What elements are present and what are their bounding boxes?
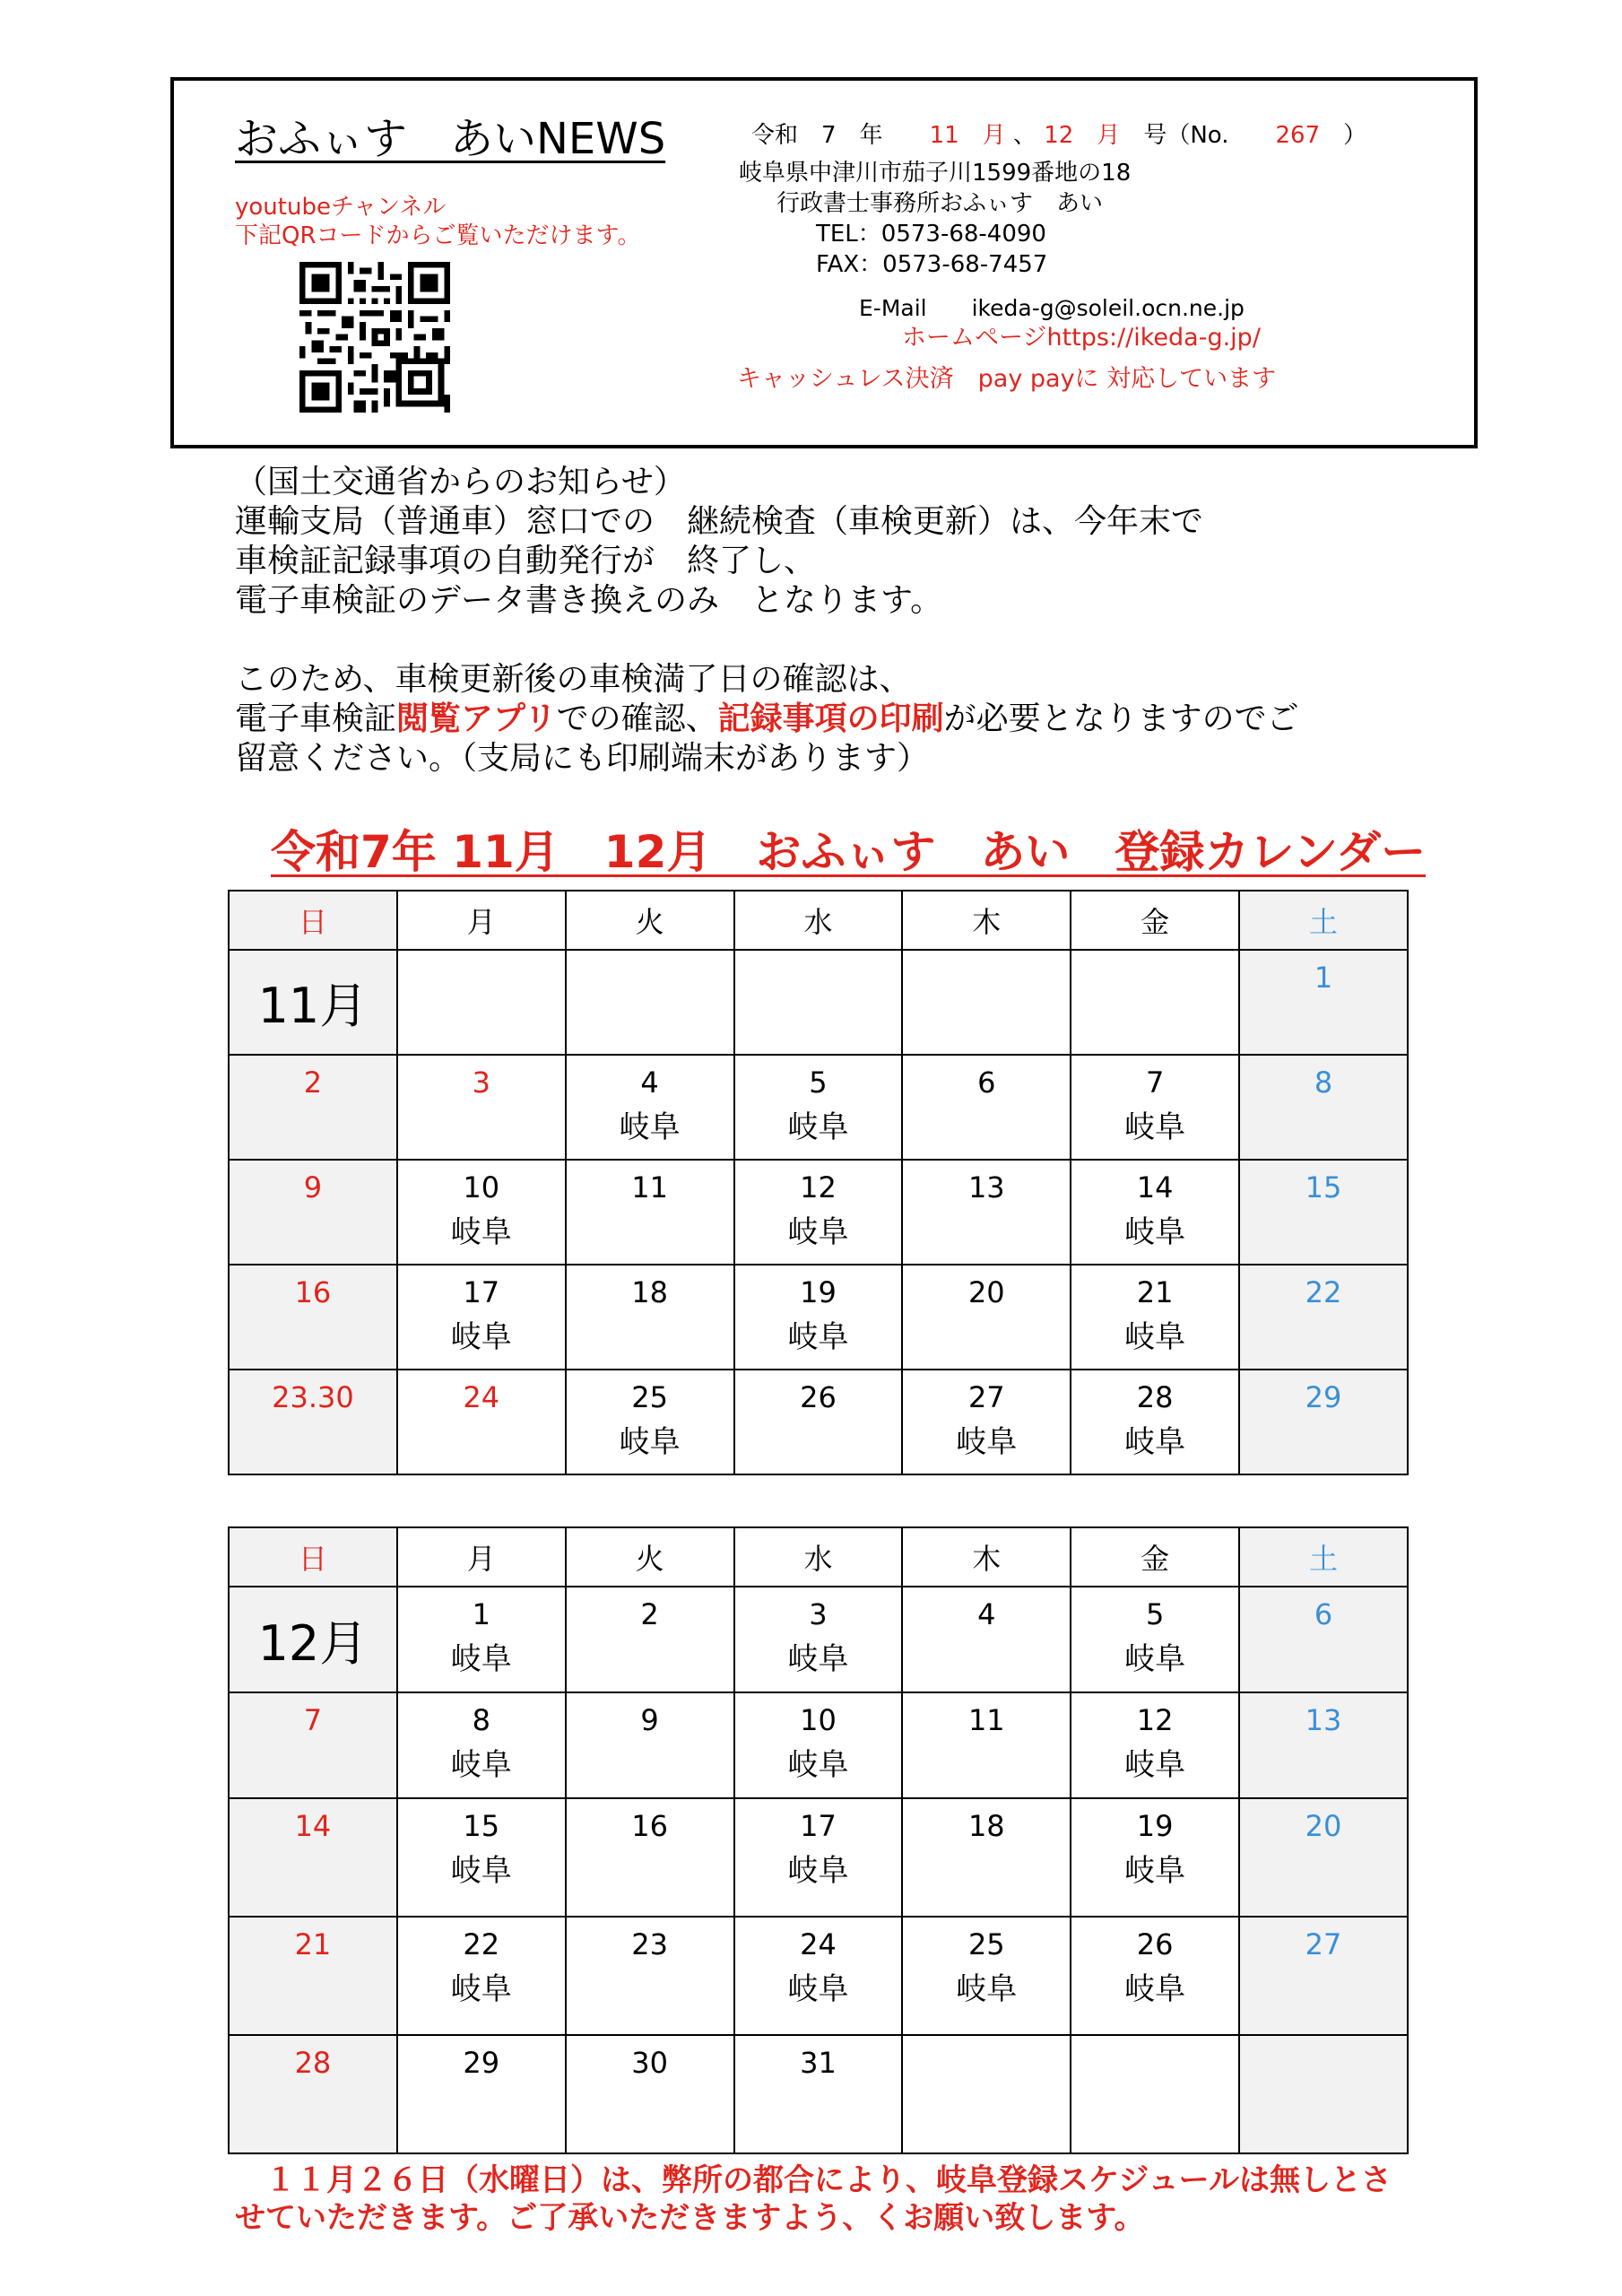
day-number: 23.30	[272, 1380, 354, 1414]
registration-label: 岐阜	[1124, 1971, 1186, 2007]
day-cell	[1071, 1055, 1239, 1160]
day-number: 1	[472, 1597, 490, 1631]
day-cell	[397, 950, 566, 1055]
weekday-header: 日	[229, 1527, 397, 1587]
youtube-label: youtubeチャンネル	[235, 194, 447, 221]
day-number: 16	[294, 1275, 332, 1309]
day-cell	[1071, 1370, 1239, 1474]
weekday-header: 月	[397, 1527, 566, 1587]
day-number: 25	[967, 1927, 1005, 1961]
day-cell	[902, 1160, 1071, 1265]
registration-label: 岐阜	[1124, 1319, 1186, 1355]
day-number: 9	[640, 1703, 659, 1737]
issue-suffix: 号（No.	[1143, 122, 1229, 149]
registration-label: 岐阜	[619, 1109, 681, 1145]
day-cell	[397, 1798, 566, 1917]
december-calendar	[228, 1526, 1409, 2154]
registration-label: 岐阜	[956, 1971, 1018, 2007]
notice-text: での確認、	[556, 700, 718, 737]
day-cell	[229, 2035, 397, 2153]
notice-text: 電子車検証	[235, 700, 397, 737]
day-cell	[734, 1160, 903, 1265]
registration-label: 岐阜	[787, 1747, 849, 1783]
issue-number: 267	[1275, 122, 1321, 149]
issue-month-12: 12 月	[1044, 122, 1121, 149]
day-cell	[229, 1798, 397, 1917]
weekday-header: 金	[1071, 891, 1239, 950]
qr-code-icon[interactable]	[299, 262, 450, 413]
day-cell	[902, 1587, 1071, 1692]
registration-label: 岐阜	[787, 1109, 849, 1145]
day-cell	[902, 1370, 1071, 1474]
newsletter-title: おふぃす あいNEWS	[235, 114, 666, 164]
day-number: 7	[1145, 1065, 1165, 1100]
day-cell	[734, 1692, 903, 1798]
email[interactable]: E-Mail ikeda-g@soleil.ocn.ne.jp	[859, 295, 1245, 321]
day-number: 6	[1314, 1597, 1333, 1631]
day-cell	[397, 1160, 566, 1265]
day-cell	[397, 1055, 566, 1160]
day-number: 16	[631, 1809, 668, 1843]
office-name: 行政書士事務所おふぃす あい	[776, 190, 1104, 217]
notice-line: （国土交通省からのお知らせ）	[235, 464, 686, 500]
day-number: 30	[631, 2046, 668, 2080]
weekday-header: 水	[734, 891, 903, 950]
day-cell	[566, 1587, 734, 1692]
tel: TEL：0573-68-4090	[816, 221, 1046, 248]
day-number: 12	[800, 1170, 837, 1205]
day-number: 21	[294, 1927, 332, 1961]
day-number: 2	[640, 1597, 659, 1631]
contact-block	[739, 158, 1131, 280]
day-cell	[1239, 1265, 1408, 1370]
day-number: 22	[1305, 1275, 1342, 1309]
day-number: 14	[294, 1809, 332, 1843]
day-cell	[229, 1370, 397, 1474]
notice-highlight-print: 記録事項の印刷	[717, 700, 944, 737]
notice-text: が必要となりますのでご	[943, 700, 1299, 737]
issue-close: ）	[1343, 122, 1367, 149]
day-cell	[1071, 2035, 1239, 2153]
day-cell	[1239, 2035, 1408, 2153]
day-cell	[397, 1370, 566, 1474]
november-calendar	[228, 890, 1409, 1475]
homepage-link[interactable]: ホームページhttps://ikeda-g.jp/	[902, 324, 1261, 352]
footer-notice	[235, 2161, 1392, 2237]
day-number: 17	[800, 1809, 837, 1843]
day-number: 24	[463, 1380, 500, 1414]
day-cell	[397, 2035, 566, 2153]
registration-label: 岐阜	[787, 1971, 849, 2007]
weekday-header: 火	[566, 1527, 734, 1587]
day-cell	[566, 1370, 734, 1474]
registration-label: 岐阜	[956, 1424, 1018, 1460]
issue-prefix: 令和 7 年	[751, 122, 883, 149]
notice-line: 電子車検証のデータ書き換えのみ となります。	[235, 582, 943, 619]
calendar-title: 令和7年 11月 12月 おふぃす あい 登録カレンダー	[271, 826, 1427, 878]
footer-line: せていただきます。ご了承いただきますよう、くお願い致します。	[235, 2200, 1145, 2236]
registration-label: 岐阜	[450, 1853, 512, 1889]
registration-label: 岐阜	[787, 1853, 849, 1889]
day-cell	[566, 1798, 734, 1917]
day-number: 11	[967, 1703, 1005, 1737]
notice-line: 留意ください。（支局にも印刷端末があります）	[235, 740, 930, 777]
day-number: 9	[303, 1170, 323, 1205]
day-number: 8	[1314, 1065, 1333, 1100]
registration-label: 岐阜	[1124, 1214, 1186, 1250]
day-cell	[1071, 1587, 1239, 1692]
issue-separator: 、	[1012, 122, 1037, 149]
day-number: 29	[1305, 1380, 1342, 1414]
day-number: 26	[800, 1380, 837, 1414]
registration-label: 岐阜	[450, 1971, 512, 2007]
footer-line: １１月２６日（水曜日）は、弊所の都合により、岐阜登録スケジュールは無しとさ	[235, 2162, 1392, 2198]
day-number: 15	[1305, 1170, 1342, 1205]
registration-label: 岐阜	[1124, 1853, 1186, 1889]
day-cell	[566, 1692, 734, 1798]
registration-label: 岐阜	[1124, 1641, 1186, 1677]
weekday-header: 金	[1071, 1527, 1239, 1587]
day-cell	[229, 1265, 397, 1370]
day-number: 3	[809, 1597, 828, 1631]
day-number: 3	[472, 1065, 490, 1100]
day-cell	[566, 1055, 734, 1160]
day-number: 1	[1314, 961, 1333, 995]
registration-label: 岐阜	[450, 1747, 512, 1783]
day-number: 10	[800, 1703, 837, 1737]
day-number: 26	[1136, 1927, 1174, 1961]
day-number: 21	[1136, 1275, 1174, 1309]
day-cell	[566, 1160, 734, 1265]
issue-line	[751, 117, 1366, 150]
day-number: 20	[967, 1275, 1005, 1309]
day-cell	[566, 2035, 734, 2153]
day-cell	[397, 1587, 566, 1692]
day-cell	[1239, 1798, 1408, 1917]
day-cell	[902, 2035, 1071, 2153]
day-cell	[902, 1055, 1071, 1160]
day-cell	[1239, 1160, 1408, 1265]
registration-label: 岐阜	[1124, 1109, 1186, 1145]
day-number: 15	[463, 1809, 500, 1843]
day-number: 5	[809, 1065, 828, 1100]
month-label: 12月	[229, 1587, 397, 1692]
day-cell	[734, 1798, 903, 1917]
notice-line: 車検証記録事項の自動発行が 終了し、	[235, 543, 817, 579]
day-cell	[734, 1917, 903, 2035]
day-cell	[734, 1370, 903, 1474]
day-number: 29	[463, 2046, 500, 2080]
youtube-instruction: 下記QRコードからご覧いただけます。	[235, 222, 641, 249]
notice	[235, 463, 1299, 778]
day-cell	[734, 1265, 903, 1370]
day-cell	[1071, 950, 1239, 1055]
day-cell	[1071, 1798, 1239, 1917]
day-number: 11	[631, 1170, 668, 1205]
day-cell	[397, 1917, 566, 2035]
registration-label: 岐阜	[450, 1641, 512, 1677]
weekday-header: 火	[566, 891, 734, 950]
registration-label: 岐阜	[787, 1214, 849, 1250]
weekday-header: 水	[734, 1527, 903, 1587]
day-cell	[229, 1692, 397, 1798]
day-cell	[1071, 1917, 1239, 2035]
day-number: 13	[1305, 1703, 1342, 1737]
day-cell	[1239, 1917, 1408, 2035]
registration-label: 岐阜	[450, 1214, 512, 1250]
day-cell	[1239, 1692, 1408, 1798]
registration-label: 岐阜	[1124, 1747, 1186, 1783]
day-cell	[734, 2035, 903, 2153]
day-cell	[1239, 950, 1408, 1055]
day-cell	[229, 1917, 397, 2035]
day-cell	[566, 950, 734, 1055]
registration-label: 岐阜	[787, 1641, 849, 1677]
registration-label: 岐阜	[787, 1319, 849, 1355]
day-cell	[229, 1160, 397, 1265]
day-cell	[902, 1917, 1071, 2035]
weekday-header: 木	[902, 891, 1071, 950]
day-number: 14	[1136, 1170, 1174, 1205]
day-number: 24	[800, 1927, 837, 1961]
weekday-header: 土	[1239, 1527, 1408, 1587]
day-cell	[397, 1692, 566, 1798]
day-number: 25	[631, 1380, 668, 1414]
notice-line: 運輸支局（普通車）窓口での 継続検査（車検更新）は、今年末で	[235, 503, 1204, 540]
day-cell	[1239, 1055, 1408, 1160]
day-cell	[902, 1265, 1071, 1370]
day-cell	[902, 950, 1071, 1055]
day-cell	[734, 950, 903, 1055]
day-number: 27	[1305, 1927, 1342, 1961]
issue-month-11: 11 月	[929, 122, 1006, 149]
fax: FAX：0573-68-7457	[816, 251, 1048, 278]
cashless-note: キャッシュレス決済 pay payに 対応しています	[737, 365, 1277, 393]
day-number: 23	[631, 1927, 668, 1961]
day-number: 4	[640, 1065, 659, 1100]
day-cell	[566, 1265, 734, 1370]
weekday-header: 土	[1239, 891, 1408, 950]
notice-highlight-app: 閲覧アプリ	[396, 700, 557, 737]
day-number: 28	[1136, 1380, 1174, 1414]
day-number: 12	[1136, 1703, 1174, 1737]
day-cell	[1239, 1587, 1408, 1692]
notice-line	[235, 700, 1299, 739]
day-number: 18	[631, 1275, 668, 1309]
day-cell	[1071, 1692, 1239, 1798]
day-cell	[229, 1055, 397, 1160]
day-number: 31	[800, 2046, 837, 2080]
day-number: 19	[800, 1275, 837, 1309]
weekday-header: 日	[229, 891, 397, 950]
registration-label: 岐阜	[1124, 1424, 1186, 1460]
day-cell	[1071, 1160, 1239, 1265]
day-number: 27	[967, 1380, 1005, 1414]
day-cell	[902, 1692, 1071, 1798]
weekday-header: 月	[397, 891, 566, 950]
month-label: 11月	[229, 950, 397, 1055]
day-number: 5	[1145, 1597, 1165, 1631]
day-cell	[734, 1055, 903, 1160]
day-cell	[1239, 1370, 1408, 1474]
day-cell	[734, 1587, 903, 1692]
day-cell	[566, 1917, 734, 2035]
registration-label: 岐阜	[450, 1319, 512, 1355]
day-number: 13	[967, 1170, 1005, 1205]
day-number: 18	[967, 1809, 1005, 1843]
day-cell	[902, 1798, 1071, 1917]
day-number: 2	[303, 1065, 323, 1100]
day-number: 6	[977, 1065, 996, 1100]
address: 岐阜県中津川市茄子川1599番地の18	[739, 160, 1132, 187]
day-number: 10	[463, 1170, 500, 1205]
weekday-header: 木	[902, 1527, 1071, 1587]
day-number: 4	[977, 1597, 996, 1631]
day-number: 7	[303, 1703, 323, 1737]
registration-label: 岐阜	[619, 1424, 681, 1460]
day-cell	[397, 1265, 566, 1370]
day-number: 8	[472, 1703, 490, 1737]
day-cell	[1071, 1265, 1239, 1370]
notice-line: このため、車検更新後の車検満了日の確認は、	[235, 661, 912, 698]
day-number: 28	[294, 2046, 332, 2080]
day-number: 22	[463, 1927, 500, 1961]
day-number: 19	[1136, 1809, 1174, 1843]
day-number: 20	[1305, 1809, 1342, 1843]
day-number: 17	[463, 1275, 500, 1309]
